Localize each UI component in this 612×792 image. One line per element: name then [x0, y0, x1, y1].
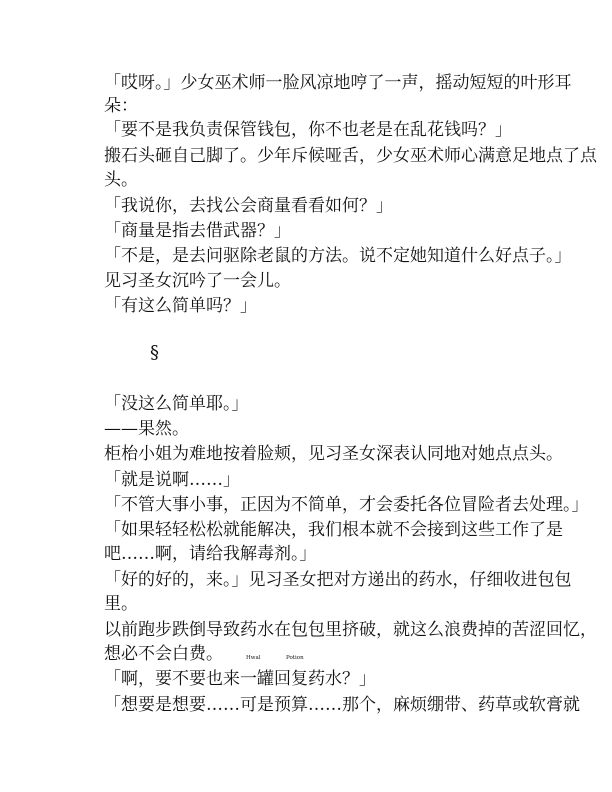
text-line-11: 「没这么简单耶。」: [104, 394, 249, 414]
text-line-22: 「啊，要不要也来一罐回复药水？」: [104, 669, 376, 689]
text-line-17: 吧……啊，请给我解毒剂。」: [104, 544, 317, 564]
text-line-18: 「好的好的，来。」见习圣女把对方递出的药水，仔细收进包包: [104, 570, 572, 590]
text-line-2: 朵：: [104, 96, 138, 116]
text-line-5: 头。: [104, 170, 138, 190]
text-line-4: 搬石头砸自己脚了。少年斥候哑舌，少女巫术师心满意足地点了点: [104, 146, 597, 166]
text-line-9: 见习圣女沉吟了一会儿。: [104, 271, 291, 291]
text-line-8: 「不是，是去问驱除老鼠的方法。说不定她知道什么好点子。」: [104, 246, 572, 266]
text-line-7: 「商量是指去借武器？」: [104, 221, 291, 241]
text-line-15: 「不管大事小事，正因为不简单，才会委托各位冒险者去处理。」: [104, 495, 589, 515]
text-line-12: ——果然。: [104, 419, 189, 439]
text-line-20: 以前跑步跌倒导致药水在包包里挤破，就这么浪费掉的苦涩回忆，: [104, 620, 597, 640]
text-line-6: 「我说你，去找公会商量看看如何？」: [104, 196, 393, 216]
text-line-3: 「要不是我负责保管钱包，你不也老是在乱花钱吗？」: [104, 120, 512, 140]
text-line-16: 「如果轻轻松松就能解决，我们根本就不会接到这些工作了是: [104, 520, 563, 540]
section-mark: §: [150, 342, 159, 363]
text-line-1: 「哎呀。」少女巫术师一脸风凉地哼了一声，摇动短短的叶形耳: [104, 73, 572, 93]
text-line-21: 想必不会白费。: [104, 644, 223, 664]
text-line-10: 「有这么简单吗？」: [104, 296, 257, 316]
text-line-13: 柜枱小姐为难地按着脸颊，见习圣女深表认同地对她点点头。: [104, 444, 563, 464]
ruby-annotation-right: Potion: [286, 655, 304, 661]
text-line-19: 里。: [104, 594, 138, 614]
text-line-23: 「想要是想要……可是预算……那个，麻烦绷带、药草或软膏就: [104, 695, 580, 715]
text-line-14: 「就是说啊……」: [104, 470, 240, 490]
ruby-annotation-left: Hwal: [246, 655, 261, 661]
